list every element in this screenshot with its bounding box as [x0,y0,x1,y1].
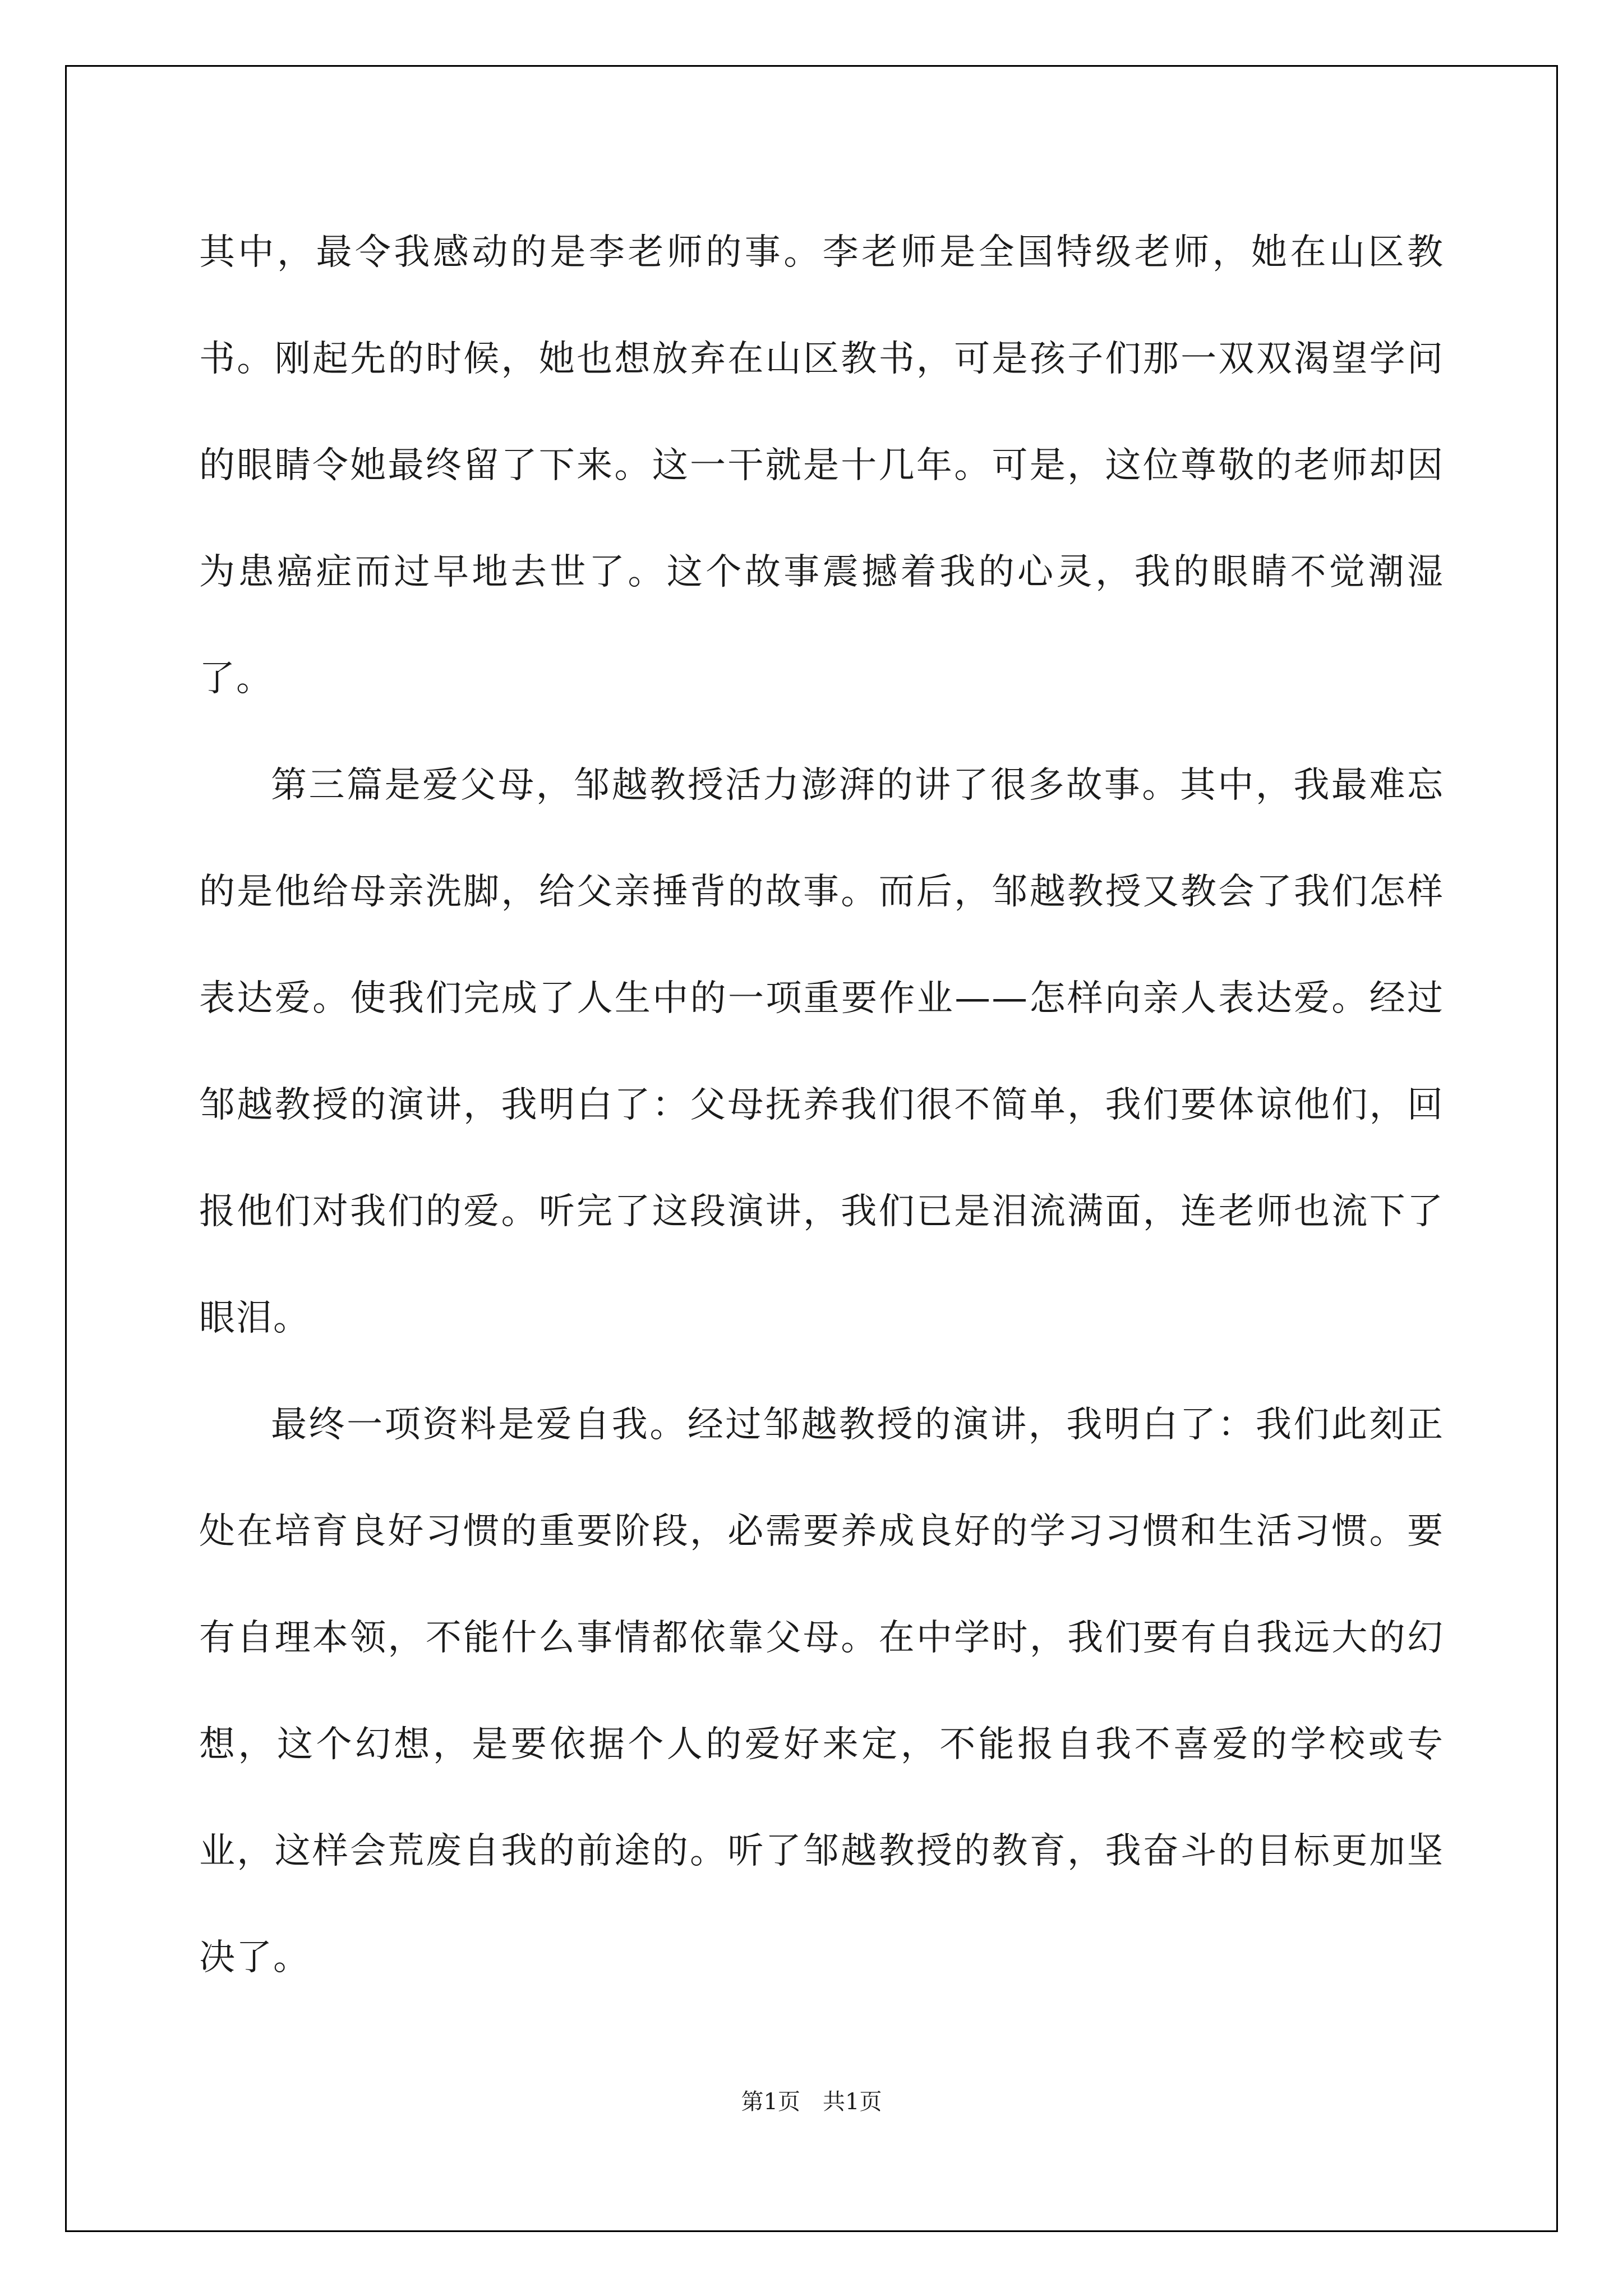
page-total: 共1页 [823,2089,882,2115]
page-number: 第1页 [741,2089,800,2115]
paragraph-2: 第三篇是爱父母，邹越教授活力澎湃的讲了很多故事。其中，我最难忘的是他给母亲洗脚，给父亲捶背的故事。而后，邹越教授又教会了我们怎样表达爱。使我们完成了人生中的一项重要作业——怎样向亲人表达爱。经过邹越教授的演讲，我明白了：父母抚养我们很不简单，我们要体谅他们，回报他们对我们的爱。听完了这段演讲，我们已是泪流满面，连老师也流下了眼泪。 [199,765,1444,1339]
paragraph-3: 最终一项资料是爱自我。经过邹越教授的演讲，我明白了：我们此刻正处在培育良好习惯的重要阶段，必需要养成良好的学习习惯和生活习惯。要有自理本领，不能什么事情都依靠父母。在中学时，我们要有自我远大的幻想，这个幻想，是要依据个人的爱好来定，不能报自我不喜爱的学校或专业，这样会荒废自我的前途的。听了邹越教授的教育，我奋斗的目标更加坚决了。 [199,1404,1444,1978]
paragraph-1: 其中，最令我感动的是李老师的事。李老师是全国特级老师，她在山区教书。刚起先的时候，她也想放弃在山区教书，可是孩子们那一双双渴望学问的眼睛令她最终留了下来。这一干就是十几年。可是，这位尊敬的老师却因为患癌症而过早地去世了。这个故事震撼着我的心灵，我的眼睛不觉潮湿了。 [199,232,1444,700]
document-body [199,199,1444,2011]
page-footer [0,2084,1623,2116]
